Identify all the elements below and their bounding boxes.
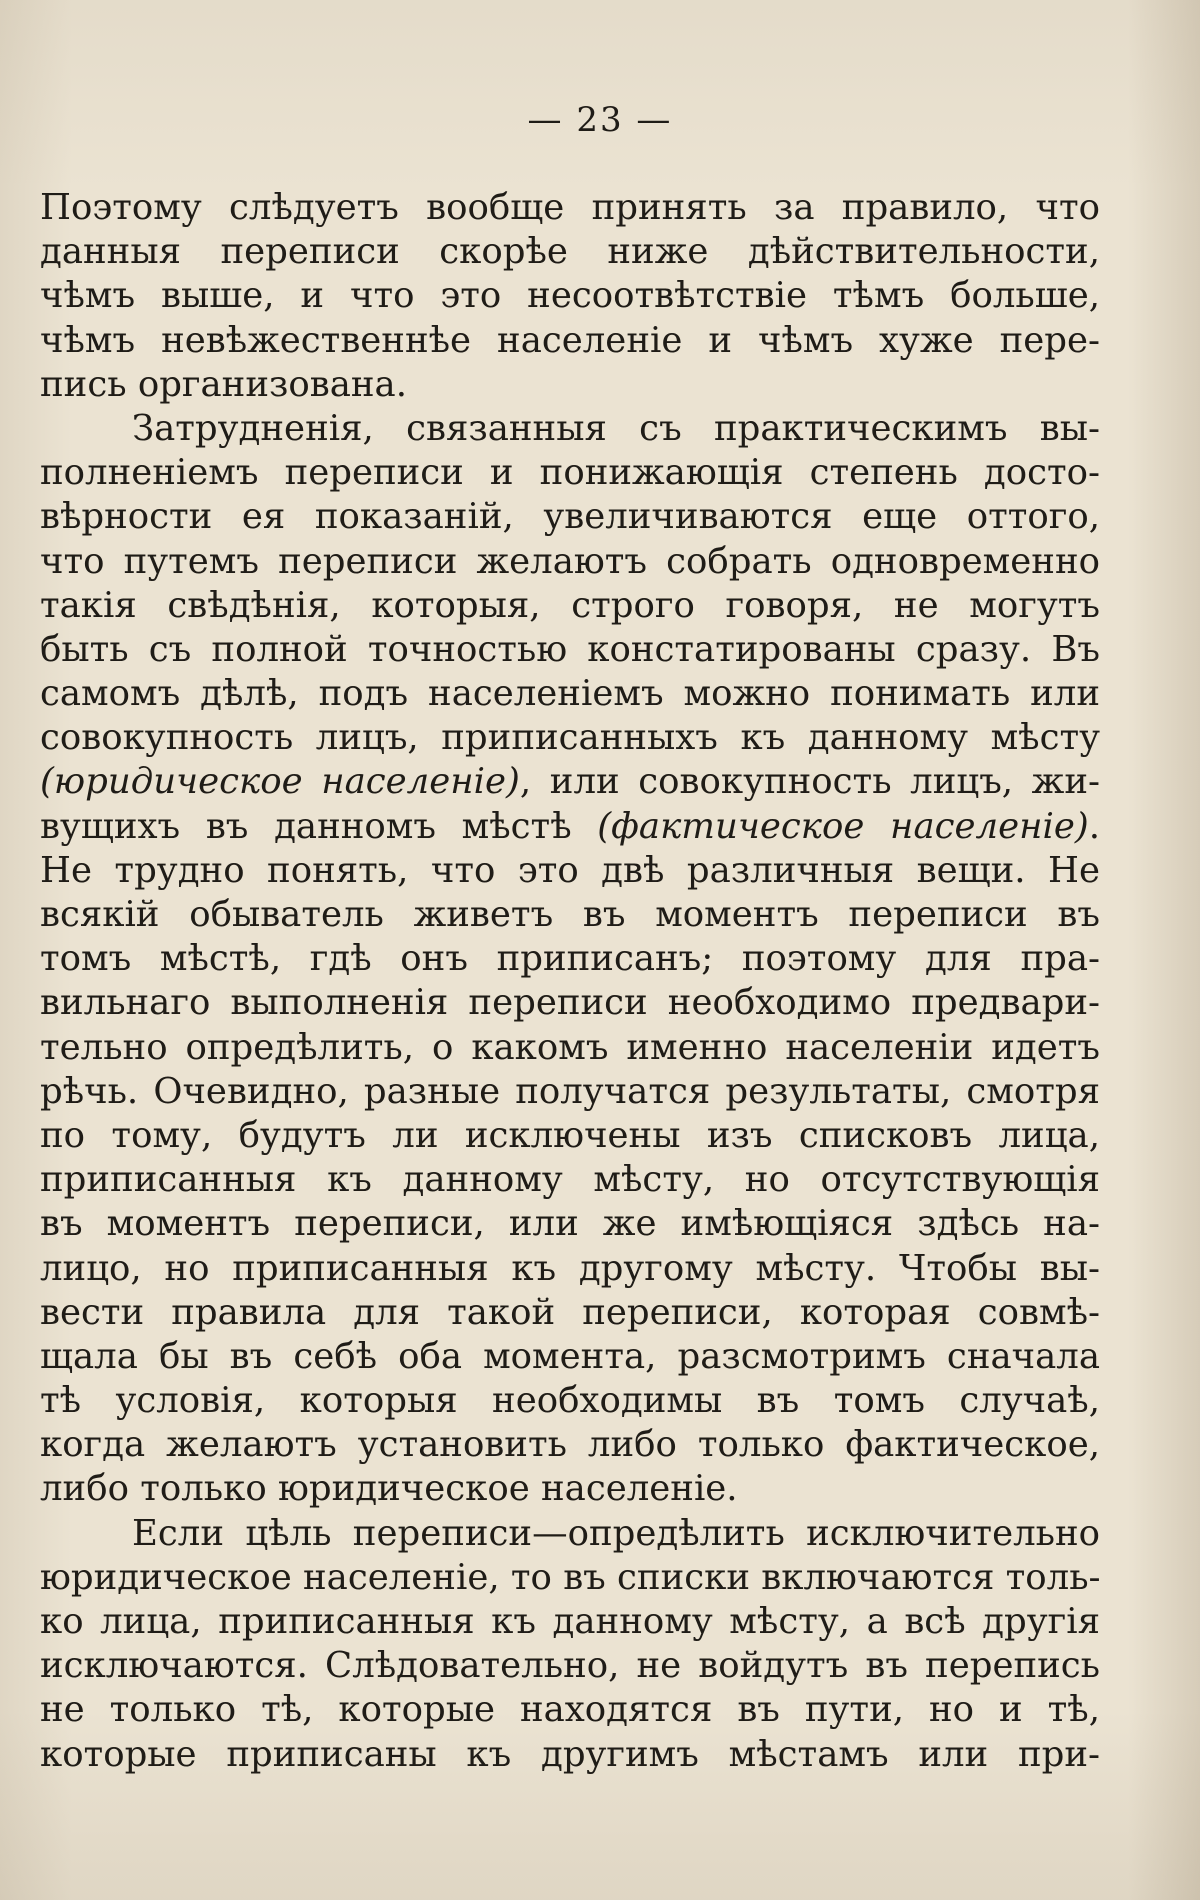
text-segment: тѣ условія, которыя необходимы въ томъ случаѣ, bbox=[40, 1380, 1100, 1422]
text-line bbox=[40, 495, 1100, 539]
text-line bbox=[40, 319, 1100, 363]
text-line bbox=[40, 451, 1100, 495]
text-line bbox=[40, 1291, 1100, 1335]
text-segment: что путемъ переписи желаютъ собрать одновременно bbox=[40, 540, 1100, 582]
text-line bbox=[40, 1247, 1100, 1291]
text-line bbox=[40, 407, 1100, 451]
text-segment: лицо, но приписанныя къ другому мѣсту. Чтобы вы- bbox=[40, 1247, 1100, 1289]
text-segment: томъ мѣстѣ, гдѣ онъ приписанъ; поэтому для пра- bbox=[40, 938, 1100, 980]
text-line bbox=[40, 186, 1100, 230]
text-line bbox=[40, 1733, 1100, 1777]
text-segment: которые приписаны къ другимъ мѣстамъ или при- bbox=[40, 1733, 1100, 1775]
text-segment: тельно опредѣлить, о какомъ именно населеніи идетъ bbox=[40, 1026, 1100, 1068]
text-segment: Затрудненія, связанныя съ практическимъ вы- bbox=[132, 407, 1100, 449]
text-line bbox=[40, 230, 1100, 274]
text-segment: совокупность лицъ, приписанныхъ къ данному мѣсту bbox=[40, 717, 1100, 759]
text-line bbox=[40, 760, 1100, 804]
text-segment: Не трудно понять, что это двѣ различныя вещи. Не bbox=[40, 849, 1100, 891]
text-segment: вести правила для такой переписи, которая совмѣ- bbox=[40, 1291, 1100, 1333]
text-segment: юридическое населеніе, то въ списки включаются толь- bbox=[40, 1556, 1101, 1598]
italic-term: (юридическое населеніе) bbox=[40, 761, 520, 803]
text-line bbox=[40, 981, 1100, 1025]
text-segment: , или совокупность лицъ, жи- bbox=[519, 761, 1100, 803]
text-line bbox=[40, 1335, 1100, 1379]
text-segment: рѣчь. Очевидно, разные получатся результаты, смотря bbox=[40, 1070, 1100, 1112]
text-line bbox=[40, 1202, 1100, 1246]
text-segment: чѣмъ невѣжественнѣе населеніе и чѣмъ хуже пере- bbox=[40, 319, 1100, 361]
text-line bbox=[40, 716, 1100, 760]
body-text bbox=[40, 186, 1100, 1777]
text-line bbox=[40, 1423, 1100, 1467]
text-line bbox=[40, 1556, 1100, 1600]
text-line bbox=[40, 540, 1100, 584]
text-line bbox=[40, 628, 1100, 672]
text-line bbox=[40, 805, 1100, 849]
text-line bbox=[40, 1688, 1100, 1732]
text-line bbox=[40, 937, 1100, 981]
text-segment: вильнаго выполненія переписи необходимо предвари- bbox=[40, 982, 1100, 1024]
text-line bbox=[40, 1158, 1100, 1202]
text-line bbox=[40, 1379, 1100, 1423]
text-line bbox=[40, 1467, 1100, 1511]
text-segment: не только тѣ, которые находятся въ пути, но и тѣ, bbox=[40, 1689, 1100, 1731]
page-number: — 23 — bbox=[527, 100, 673, 140]
text-segment: Поэтому слѣдуетъ вообще принять за правило, что bbox=[40, 187, 1100, 228]
text-line bbox=[40, 1070, 1100, 1114]
text-line bbox=[40, 1114, 1100, 1158]
text-segment: вущихъ въ данномъ мѣстѣ bbox=[40, 805, 598, 847]
text-segment: чѣмъ выше, и что это несоотвѣтствіе тѣмъ больше, bbox=[40, 275, 1100, 317]
text-line bbox=[40, 584, 1100, 628]
text-segment: данныя переписи скорѣе ниже дѣйствительности, bbox=[40, 231, 1100, 273]
text-segment: Если цѣль переписи—опредѣлить исключительно bbox=[132, 1512, 1100, 1554]
text-line bbox=[40, 274, 1100, 318]
text-segment: когда желаютъ установить либо только фактическое, bbox=[40, 1424, 1100, 1466]
text-segment: въ моментъ переписи, или же имѣющіяся здѣсь на- bbox=[40, 1203, 1100, 1245]
text-segment: всякій обыватель живетъ въ моментъ переписи въ bbox=[40, 894, 1100, 935]
text-segment: щала бы въ себѣ оба момента, разсмотримъ сначала bbox=[40, 1335, 1100, 1377]
text-line bbox=[40, 893, 1100, 937]
text-segment: пись организована. bbox=[40, 363, 407, 405]
text-line bbox=[40, 363, 1100, 407]
text-line bbox=[40, 849, 1100, 893]
italic-term: (фактическое населеніе) bbox=[597, 805, 1089, 847]
text-segment: полненіемъ переписи и понижающія степень досто- bbox=[40, 452, 1100, 494]
text-segment: по тому, будутъ ли исключены изъ списковъ лица, bbox=[40, 1114, 1100, 1156]
text-line bbox=[40, 1644, 1100, 1688]
text-segment: ко лица, приписанныя къ данному мѣсту, а всѣ другія bbox=[40, 1601, 1100, 1642]
text-segment: вѣрности ея показаній, увеличиваются еще оттого, bbox=[40, 496, 1100, 538]
text-segment: такія свѣдѣнія, которыя, строго говоря, не могутъ bbox=[40, 584, 1100, 626]
text-segment: либо только юридическое населеніе. bbox=[40, 1468, 738, 1510]
text-line bbox=[40, 1512, 1100, 1556]
text-segment: приписанныя къ данному мѣсту, но отсутствующія bbox=[40, 1159, 1100, 1201]
text-line bbox=[40, 672, 1100, 716]
text-segment: быть съ полной точностью констатированы сразу. Въ bbox=[40, 628, 1100, 670]
text-line bbox=[40, 1026, 1100, 1070]
text-segment: исключаются. Слѣдовательно, не войдутъ въ перепись bbox=[40, 1645, 1100, 1687]
text-segment: самомъ дѣлѣ, подъ населеніемъ можно понимать или bbox=[40, 673, 1100, 715]
text-line bbox=[40, 1600, 1100, 1644]
text-segment: . bbox=[1088, 805, 1100, 847]
